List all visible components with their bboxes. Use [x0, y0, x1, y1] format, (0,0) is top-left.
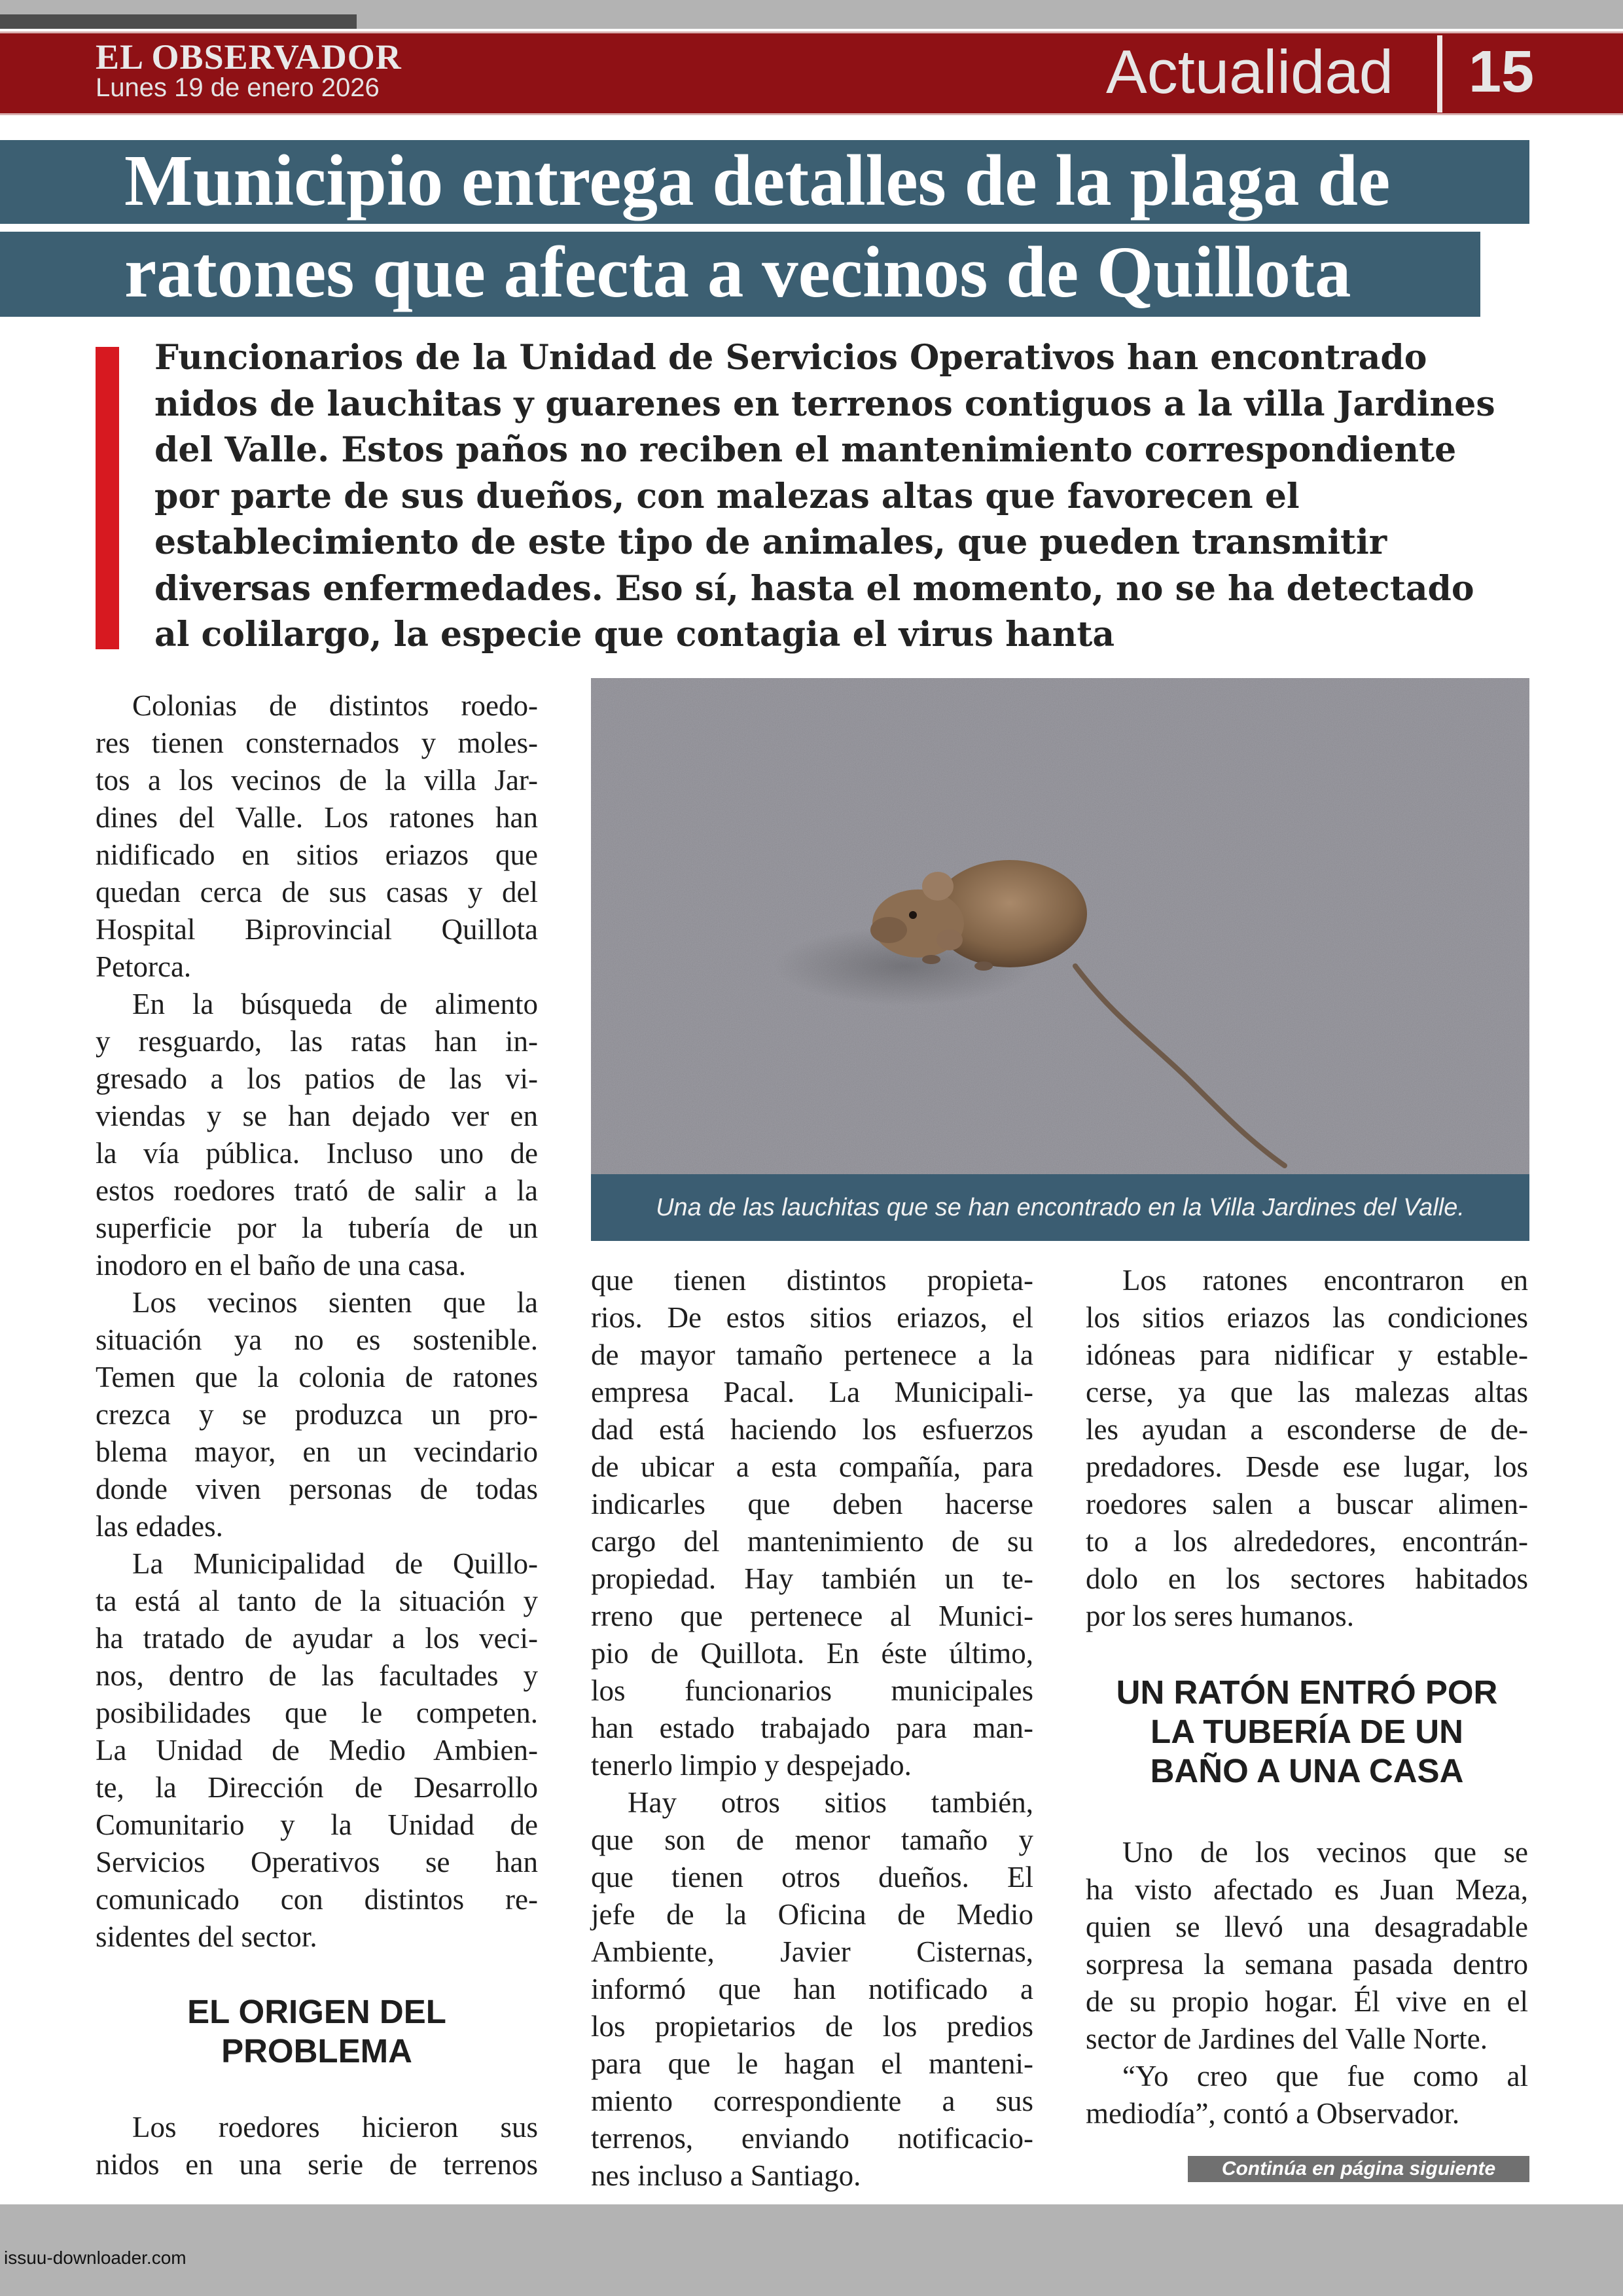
body-line: comunicado con distintos re- [96, 1883, 538, 1916]
lead-paragraph [154, 335, 1516, 658]
body-line: indicarles que deben hacerse [591, 1488, 1033, 1520]
body-line: dolo en los sectores habitados [1086, 1562, 1528, 1595]
body-line: posibilidades que le competen. [96, 1696, 538, 1729]
body-line: propiedad. Hay también un te- [591, 1562, 1033, 1595]
article-column-3 [1086, 1262, 1528, 1635]
body-line: te, la Dirección de Desarrollo [96, 1771, 538, 1804]
body-line: sorpresa la semana pasada dentro [1086, 1948, 1528, 1981]
body-line: mediodía”, contó a Observador. [1086, 2097, 1460, 2130]
body-line: to a los alrededores, encontrán- [1086, 1525, 1528, 1558]
body-line: estos roedores trató de salir a la [96, 1174, 538, 1207]
body-line: sidentes del sector. [96, 1920, 317, 1953]
body-line: les ayudan a esconderse de de- [1086, 1413, 1528, 1446]
body-line: cerse, ya que las malezas altas [1086, 1376, 1528, 1408]
subheading-line: PROBLEMA [221, 2032, 412, 2070]
lead-accent-bar [96, 347, 119, 649]
body-line: empresa Pacal. La Municipali- [591, 1376, 1033, 1408]
article-column-2 [591, 1262, 1033, 2195]
subheading-origen [96, 1992, 538, 2071]
body-line: que tienen distintos propieta- [591, 1264, 1033, 1297]
body-line: viendas y se han dejado ver en [96, 1100, 538, 1132]
body-line: Colonias de distintos roedo- [132, 689, 538, 722]
body-line: nes incluso a Santiago. [591, 2159, 861, 2192]
body-line: han estado trabajado para man- [591, 1712, 1033, 1744]
body-line: terrenos, enviando notificacio- [591, 2122, 1033, 2155]
mouse-photo [591, 678, 1529, 1174]
body-line: Hay otros sitios también, [628, 1786, 1033, 1819]
lead-line: del Valle. Estos paños no reciben el mantenimiento correspondiente [154, 430, 1457, 470]
body-line: Ambiente, Javier Cisternas, [591, 1935, 1033, 1968]
body-line: roedores salen a buscar alimen- [1086, 1488, 1528, 1520]
article-column-1 [96, 687, 538, 1956]
top-margin-accent [0, 14, 357, 29]
body-line: la vía pública. Incluso uno de [96, 1137, 538, 1170]
lead-line: Funcionarios de la Unidad de Servicios Operativos han encontrado [154, 338, 1427, 378]
body-line: superficie por la tubería de un [96, 1211, 538, 1244]
continued-note: Continúa en página siguiente [1188, 2156, 1529, 2182]
body-line: inodoro en el baño de una casa. [96, 1249, 467, 1282]
body-line: jefe de la Oficina de Medio [591, 1898, 1033, 1931]
body-line: para que le hagan el manteni- [591, 2047, 1033, 2080]
body-line: quien se llevó una desagradable [1086, 1910, 1528, 1943]
body-line: Los roedores hicieron sus [132, 2111, 538, 2144]
body-line: rios. De estos sitios eriazos, el [591, 1301, 1033, 1334]
subheading-line: BAÑO A UNA CASA [1150, 1752, 1464, 1789]
body-line: crezca y se produzca un pro- [96, 1398, 538, 1431]
body-line: dad está haciendo los esfuerzos [591, 1413, 1033, 1446]
lead-line: diversas enfermedades. Eso sí, hasta el momento, no se ha detectado [154, 568, 1474, 609]
subheading-raton [1086, 1673, 1528, 1791]
body-line: Los ratones encontraron en [1122, 1264, 1528, 1297]
body-line: los sitios eriazos las condiciones [1086, 1301, 1528, 1334]
body-line: nos, dentro de las facultades y [96, 1659, 538, 1692]
body-line: situación ya no es sostenible. [96, 1323, 538, 1356]
source-watermark: issuu-downloader.com [4, 2248, 187, 2268]
body-line: sector de Jardines del Valle Norte. [1086, 2022, 1488, 2055]
body-line: las edades. [96, 1510, 223, 1543]
article-column-1-end [96, 2109, 538, 2183]
section-label: Actualidad [1106, 37, 1393, 106]
body-line: La Municipalidad de Quillo- [132, 1547, 538, 1580]
photo-caption: Una de las lauchitas que se han encontrado en la Villa Jardines del Valle. [591, 1174, 1529, 1241]
body-line: blema mayor, en un vecindario [96, 1435, 538, 1468]
body-line: pio de Quillota. En éste último, [591, 1637, 1033, 1670]
body-line: donde viven personas de todas [96, 1473, 538, 1505]
body-line: Los vecinos sienten que la [132, 1286, 538, 1319]
body-line: Servicios Operativos se han [96, 1846, 538, 1878]
body-line: ha visto afectado es Juan Meza, [1086, 1873, 1528, 1906]
body-line: cargo del mantenimiento de su [591, 1525, 1033, 1558]
body-line: tenerlo limpio y despejado. [591, 1749, 912, 1782]
body-line: predadores. Desde ese lugar, los [1086, 1450, 1528, 1483]
body-line: informó que han notificado a [591, 1973, 1033, 2005]
body-line: quedan cerca de sus casas y del [96, 876, 538, 908]
body-line: “Yo creo que fue como al [1122, 2060, 1528, 2092]
body-line: Comunitario y la Unidad de [96, 1808, 538, 1841]
newspaper-name: EL OBSERVADOR [96, 37, 402, 77]
lead-line: al colilargo, la especie que contagia el virus hanta [154, 615, 1115, 655]
page-number: 15 [1469, 39, 1535, 105]
lead-line: por parte de sus dueños, con malezas altas que favorecen el [154, 476, 1300, 516]
body-line: de mayor tamaño pertenece a la [591, 1338, 1033, 1371]
article-column-3-end [1086, 1834, 1528, 2132]
body-line: dines del Valle. Los ratones han [96, 801, 538, 834]
body-line: Hospital Biprovincial Quillota [96, 913, 538, 946]
body-line: que tienen otros dueños. El [591, 1861, 1033, 1893]
body-line: los propietarios de los predios [591, 2010, 1033, 2043]
body-line: nidificado en sitios eriazos que [96, 838, 538, 871]
body-line: por los seres humanos. [1086, 1600, 1354, 1632]
issue-date: Lunes 19 de enero 2026 [96, 73, 380, 102]
body-line: res tienen consternados y moles- [96, 726, 538, 759]
body-line: Uno de los vecinos que se [1122, 1836, 1528, 1869]
subheading-line: EL ORIGEN DEL [187, 1993, 446, 2030]
body-line: miento correspondiente a sus [591, 2085, 1033, 2117]
body-line: ta está al tanto de la situación y [96, 1585, 538, 1617]
body-line: gresado a los patios de las vi- [96, 1062, 538, 1095]
body-line: los funcionarios municipales [591, 1674, 1033, 1707]
lead-line: establecimiento de este tipo de animales, que pueden transmitir [154, 522, 1387, 562]
body-line: Temen que la colonia de ratones [96, 1361, 538, 1393]
body-line: de su propio hogar. Él vive en el [1086, 1985, 1528, 2018]
headline-line-1: Municipio entrega detalles de la plaga de [0, 140, 1529, 224]
body-line: de ubicar a esta compañía, para [591, 1450, 1033, 1483]
body-line: rreno que pertenece al Munici- [591, 1600, 1033, 1632]
body-line: nidos en una serie de terrenos [96, 2148, 538, 2181]
body-line: idóneas para nidificar y estable- [1086, 1338, 1528, 1371]
bottom-margin-bar [0, 2204, 1623, 2296]
body-line: En la búsqueda de alimento [132, 988, 538, 1020]
subheading-line: UN RATÓN ENTRÓ POR [1116, 1674, 1498, 1711]
headline-line-2: ratones que afecta a vecinos de Quillota [0, 232, 1480, 317]
body-line: y resguardo, las ratas han in- [96, 1025, 538, 1058]
body-line: Petorca. [96, 950, 192, 983]
body-line: que son de menor tamaño y [591, 1823, 1033, 1856]
body-line: tos a los vecinos de la villa Jar- [96, 764, 538, 797]
lead-line: nidos de lauchitas y guarenes en terrenos contiguos a la villa Jardines [154, 384, 1495, 424]
body-line: ha tratado de ayudar a los veci- [96, 1622, 538, 1655]
header-divider [1437, 35, 1442, 113]
subheading-line: LA TUBERÍA DE UN [1150, 1713, 1463, 1750]
body-line: La Unidad de Medio Ambien- [96, 1734, 538, 1767]
